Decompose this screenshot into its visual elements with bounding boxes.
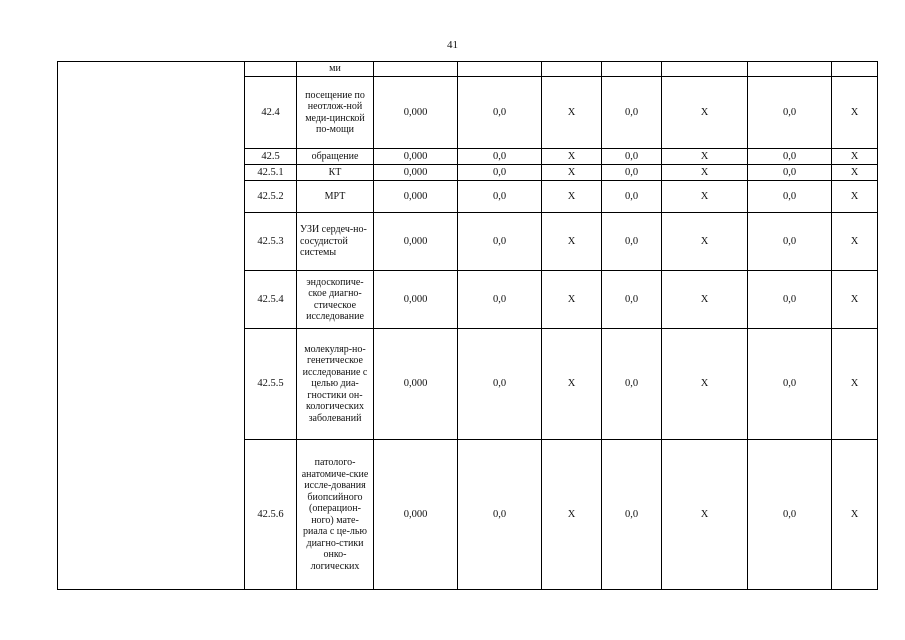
x-mark-cell: X	[832, 271, 878, 329]
code-cell: 42.5.3	[245, 213, 297, 271]
x-mark-cell: X	[832, 440, 878, 590]
code-cell: 42.5.2	[245, 181, 297, 213]
blank-left-cell	[58, 62, 245, 590]
value-cell: 0,000	[374, 77, 458, 149]
name-cell: УЗИ сердеч-но-сосудистой системы	[297, 213, 374, 271]
value-cell: 0,0	[458, 165, 542, 181]
x-mark-cell: X	[832, 329, 878, 440]
value-cell: 0,000	[374, 181, 458, 213]
value-cell: 0,0	[458, 77, 542, 149]
value-cell: 0,0	[748, 165, 832, 181]
value-cell: 0,0	[602, 149, 662, 165]
name-cell: посещение по неотлож-ной меди-цинской по-мощи	[297, 77, 374, 149]
value-cell: 0,0	[458, 440, 542, 590]
rates-table	[57, 61, 878, 590]
x-mark-cell: X	[542, 440, 602, 590]
code-cell: 42.5.4	[245, 271, 297, 329]
x-mark-cell: X	[662, 181, 748, 213]
name-cell: патолого-анатомиче-ские иссле-дования биопсийного (операцион-ного) мате-риала с це-лью диагно-стики онко-логических	[297, 440, 374, 590]
x-mark-cell: X	[662, 271, 748, 329]
code-cell	[245, 62, 297, 77]
value-cell: 0,0	[458, 329, 542, 440]
value-cell: 0,0	[458, 181, 542, 213]
value-cell: 0,000	[374, 440, 458, 590]
value-cell: 0,000	[374, 329, 458, 440]
page-number: 41	[447, 39, 458, 51]
value-cell: 0,0	[748, 149, 832, 165]
value-cell: 0,000	[374, 165, 458, 181]
code-cell: 42.4	[245, 77, 297, 149]
value-cell: 0,0	[602, 329, 662, 440]
value-cell: 0,000	[374, 213, 458, 271]
name-cell: ми	[297, 62, 374, 77]
value-cell: 0,0	[748, 329, 832, 440]
value-cell: 0,0	[458, 149, 542, 165]
value-cell: 0,0	[748, 181, 832, 213]
value-cell: 0,0	[458, 213, 542, 271]
x-mark-cell: X	[662, 213, 748, 271]
value-cell: 0,0	[748, 77, 832, 149]
x-mark-cell: X	[832, 77, 878, 149]
value-cell: 0,0	[602, 440, 662, 590]
name-cell: молекуляр-но-генетическое исследование с целью диа-гностики он-кологических заболеваний	[297, 329, 374, 440]
value-cell: 0,0	[602, 77, 662, 149]
name-cell: обращение	[297, 149, 374, 165]
name-cell: МРТ	[297, 181, 374, 213]
x-mark-cell: X	[542, 165, 602, 181]
name-cell: эндоскопиче-ское диагно-стическое исследование	[297, 271, 374, 329]
name-cell: КТ	[297, 165, 374, 181]
value-cell: 0,0	[602, 181, 662, 213]
x-mark-cell: X	[542, 329, 602, 440]
x-mark-cell: X	[832, 213, 878, 271]
x-mark-cell: X	[662, 165, 748, 181]
x-mark-cell: X	[662, 440, 748, 590]
value-cell: 0,0	[748, 271, 832, 329]
table-row-continuation	[58, 62, 878, 77]
x-mark-cell: X	[662, 149, 748, 165]
value-cell: 0,0	[602, 271, 662, 329]
value-cell: 0,0	[602, 213, 662, 271]
x-mark-cell: X	[832, 181, 878, 213]
x-mark-cell: X	[542, 271, 602, 329]
x-mark-cell: X	[542, 213, 602, 271]
code-cell: 42.5.1	[245, 165, 297, 181]
value-cell: 0,0	[748, 213, 832, 271]
x-mark-cell: X	[542, 181, 602, 213]
x-mark-cell: X	[832, 149, 878, 165]
value-cell: 0,000	[374, 149, 458, 165]
code-cell: 42.5	[245, 149, 297, 165]
value-cell: 0,0	[748, 440, 832, 590]
value-cell: 0,0	[602, 165, 662, 181]
code-cell: 42.5.5	[245, 329, 297, 440]
value-cell: 0,000	[374, 271, 458, 329]
x-mark-cell: X	[662, 77, 748, 149]
x-mark-cell: X	[662, 329, 748, 440]
x-mark-cell: X	[832, 165, 878, 181]
x-mark-cell: X	[542, 77, 602, 149]
code-cell: 42.5.6	[245, 440, 297, 590]
value-cell: 0,0	[458, 271, 542, 329]
x-mark-cell: X	[542, 149, 602, 165]
